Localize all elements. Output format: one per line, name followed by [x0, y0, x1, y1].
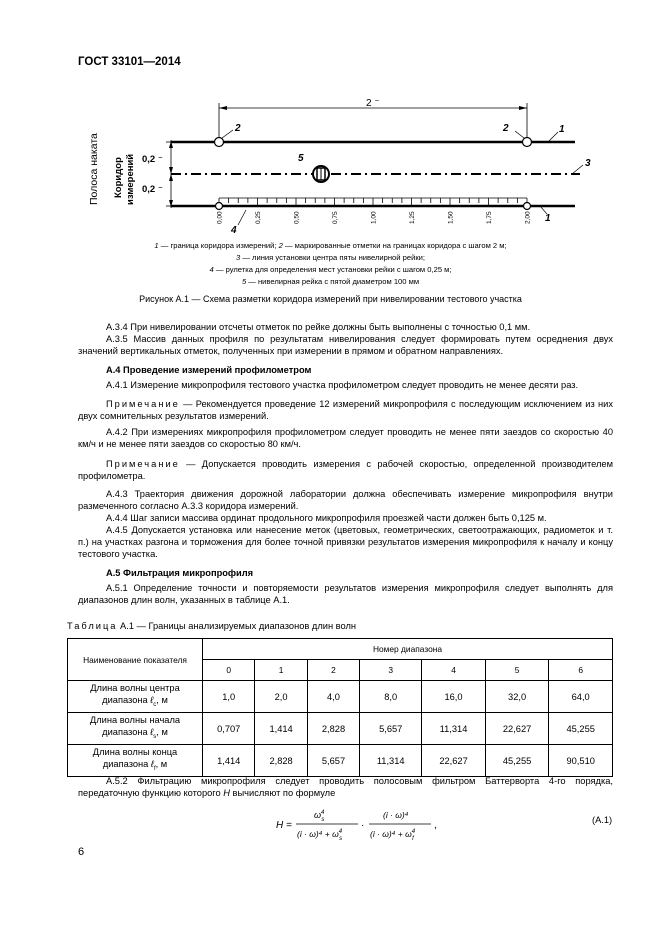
formula-num2: (i · ω)⁴: [383, 810, 409, 820]
table-cell: 5,657: [360, 713, 422, 745]
table-cell: 1,0: [203, 681, 255, 713]
table-cell: 5,657: [307, 745, 359, 777]
table-cell: 11,314: [422, 713, 486, 745]
col-header-5: 5: [485, 660, 549, 681]
col-header-4: 4: [422, 660, 486, 681]
marker-bottom-left: [216, 203, 223, 210]
row-name-line-2: диапазона: [102, 695, 151, 706]
legend-line-4: 5 — нивелирная рейка с пятой диаметром 100 мм: [241, 277, 420, 286]
callout-4: 4: [231, 225, 237, 236]
formula-den2: $(i \cdot \omega)^4 + \omega^4$ f: [370, 829, 416, 842]
table-cell: 32,0: [485, 681, 549, 713]
label-izmereniy: измерений: [125, 153, 136, 205]
table-cell: 2,828: [255, 745, 307, 777]
table-cell: 90,510: [549, 745, 613, 777]
table-cell: 64,0: [549, 681, 613, 713]
col-header-2: 2: [307, 660, 359, 681]
callout-5: 5: [298, 153, 304, 164]
col-header-1: 1: [255, 660, 307, 681]
note-2-text: — Допускается проводить измерения с рабочей скоростью, определенной производителем профилометра.: [78, 459, 613, 482]
row-symbol: ℓ: [150, 727, 154, 738]
callout-leader-2-right: [515, 131, 524, 138]
row-symbol-sub: f: [153, 765, 156, 772]
heading-a5: А.5 Фильтрация микропрофиля: [106, 568, 254, 578]
table-cell: 2,828: [307, 713, 359, 745]
row-unit: , м: [156, 727, 168, 738]
callout-leader-3: [572, 165, 583, 174]
formula-dot: ·: [361, 820, 365, 831]
tape-label: 0,75: [332, 211, 339, 224]
table-row: [68, 681, 613, 713]
table-row: [68, 713, 613, 745]
tape-label: 0,50: [293, 211, 301, 224]
dim-upper-label: 0,2 ⁻: [142, 154, 163, 165]
callout-2-left: 2: [235, 123, 241, 134]
formula-a1: [276, 804, 456, 844]
note-2: [78, 458, 613, 482]
legend-line-3: 4 — рулетка для определения мест установки рейки с шагом 0,25 м;: [209, 265, 452, 274]
heading-a4: А.4 Проведение измерений профилометром: [106, 365, 312, 375]
para-a52-text-1: А.5.2 Фильтрацию микропрофиля следует проводить полосовым фильтром Баттерворта 4-го порядка, передаточную функцию которого: [78, 776, 613, 799]
para-a41: А.4.1 Измерение микропрофиля тестового участка профилометром следует проводить не менее десяти раз.: [106, 380, 579, 390]
row-name-line-1: Длина волны начала: [89, 715, 181, 726]
table-cell: 1,414: [255, 713, 307, 745]
para-a42: А.4.2 При измерениях микропрофиля профилометром следует проводить не менее пяти заездов со скоростью 40 км/ч и не менее пяти заездов со скоростью 80 км/ч.: [78, 427, 613, 450]
para-a52-text-2: вычисляют по формуле: [229, 788, 336, 799]
tape-label: 1,75: [486, 211, 493, 224]
table-caption-text: А.1 — Границы анализируемых диапазонов длин волн: [117, 621, 357, 631]
equation-number: (А.1): [592, 815, 613, 825]
table-cell: 1,414: [203, 745, 255, 777]
note-1: [78, 398, 613, 422]
corridor-diagram: [0, 0, 661, 240]
tape-label: 2,00: [524, 211, 532, 224]
row-symbol: ℓ: [150, 759, 154, 770]
row-symbol-sub: c: [153, 701, 157, 708]
table-cell: 4,0: [307, 681, 359, 713]
table-cell: 45,255: [549, 713, 613, 745]
formula-den1: $(i \cdot \omega)^4 + \omega^4$ s: [297, 829, 343, 842]
table-cell: 2,0: [255, 681, 307, 713]
callout-leader-2-left: [222, 130, 233, 138]
row-name-cell: [68, 745, 203, 777]
col-group-header: Номер диапазона: [203, 639, 613, 660]
para-a43: А.4.3 Траектория движения дорожной лаборатории должна обеспечивать измерение микропрофиля внутри размеченного согласно А.3.3 коридора измерений.: [78, 489, 613, 512]
para-a52: [78, 775, 613, 799]
table-cell: 16,0: [422, 681, 486, 713]
marker-top-left: [215, 138, 224, 147]
wavelength-table: [67, 638, 613, 777]
legend-line-1: 1 — граница коридора измерений; 2 — маркированные отметки на границах коридора с шагом 2 м;: [154, 241, 507, 250]
para-a34: А.3.4 При нивелировании отсчеты отметок по рейке должны быть выполнены с точностью 0,1 мм.: [106, 322, 531, 332]
dim-arrow-left: [219, 106, 227, 110]
para-a35: А.3.5 Массив данных профиля по результатам нивелирования следует формировать путем осреднения двух значений вертикальных отметок, полученных при измерении в прямом и обратном направлениях.: [78, 334, 613, 357]
row-name-cell: [68, 681, 203, 713]
row-unit: , м: [155, 759, 168, 770]
tape-label: 0,25: [255, 211, 262, 224]
para-a52-symbol-h: H: [223, 788, 230, 799]
row-symbol-sub: s: [153, 733, 157, 740]
formula-lhs: H =: [276, 820, 292, 831]
tape-label: 0,00: [216, 211, 224, 224]
table-cell: 22,627: [485, 713, 549, 745]
tape-label: 1,25: [409, 211, 416, 224]
table-caption: [67, 621, 356, 631]
formula-tail: ,: [434, 820, 437, 831]
dim-arrow-right: [519, 106, 527, 110]
page-header: ГОСТ 33101—2014: [78, 56, 181, 68]
page-number: 6: [78, 846, 85, 858]
tape-label: 1,00: [370, 211, 378, 224]
callout-2-right: 2: [503, 123, 509, 134]
table-caption-label: Таблица: [67, 621, 118, 631]
note-1-text: — Рекомендуется проведение 12 измерений микропрофиля с последующим исключением из них двух сомнительных результатов измерений.: [78, 399, 613, 422]
marker-bottom-right: [524, 203, 531, 210]
figure-caption: Рисунок А.1 — Схема разметки коридора измерений при нивелировании тестового участка: [139, 294, 522, 304]
dim-lower-label: 0,2 ⁻: [142, 184, 163, 195]
note-2-label: Примечание: [106, 459, 180, 469]
row-symbol: ℓ: [150, 695, 154, 706]
row-name-line-2: диапазона: [102, 759, 151, 770]
note-1-label: Примечание: [106, 399, 180, 409]
row-name-line-2: диапазона: [102, 727, 151, 738]
col-header-6: 6: [549, 660, 613, 681]
callout-1-top: 1: [559, 124, 565, 135]
table-row: [68, 745, 613, 777]
callout-leader-4: [238, 210, 246, 225]
para-a51: А.5.1 Определение точности и повторяемости результатов измерения микропрофиля следует выполнять для диапазонов длин волн, указанных в таблице А.1.: [78, 583, 613, 606]
row-name-cell: [68, 713, 203, 745]
col-name-header: Наименование показателя: [68, 639, 203, 681]
para-a44: А.4.4 Шаг записи массива ординат продольного микропрофиля проезжей части должен быть 0,125 м.: [106, 513, 547, 523]
row-unit: , м: [156, 695, 168, 706]
row-name-line-1: Длина волны центра: [90, 683, 180, 694]
vdim-arrow-mid-up: [169, 167, 173, 174]
dim-top-label: 2 ⁻: [366, 98, 380, 109]
formula-num1: $\omega^4$ s: [314, 810, 325, 823]
row-name-line-1: Длина волны конца: [92, 747, 178, 758]
table-cell: 45,255: [485, 745, 549, 777]
tape-labels: [217, 211, 532, 224]
marker-top-right: [523, 138, 532, 147]
table-cell: 11,314: [360, 745, 422, 777]
col-header-0: 0: [203, 660, 255, 681]
table-cell: 8,0: [360, 681, 422, 713]
tape-label: 1,50: [447, 211, 455, 224]
label-koridor: Коридор: [113, 157, 124, 198]
callout-leader-1-top: [548, 132, 558, 142]
table-cell: 22,627: [422, 745, 486, 777]
label-polosa-nakata: Полоса наката: [88, 133, 100, 205]
callout-3: 3: [585, 158, 591, 169]
callout-1-bottom: 1: [545, 213, 551, 224]
para-a45: А.4.5 Допускается установка или нанесение меток (цветовых, геометрических, светоотражающих, радиометок и т. п.) на участках разгона и торможения для более точной привязки результатов измерения микропрофиля к началу и концу тестового участка.: [78, 525, 613, 560]
table-cell: 0,707: [203, 713, 255, 745]
vdim-arrow-mid-down: [169, 174, 173, 181]
col-header-3: 3: [360, 660, 422, 681]
legend-line-2: 3 — линия установки центра пяты нивелирной рейки;: [236, 253, 425, 262]
